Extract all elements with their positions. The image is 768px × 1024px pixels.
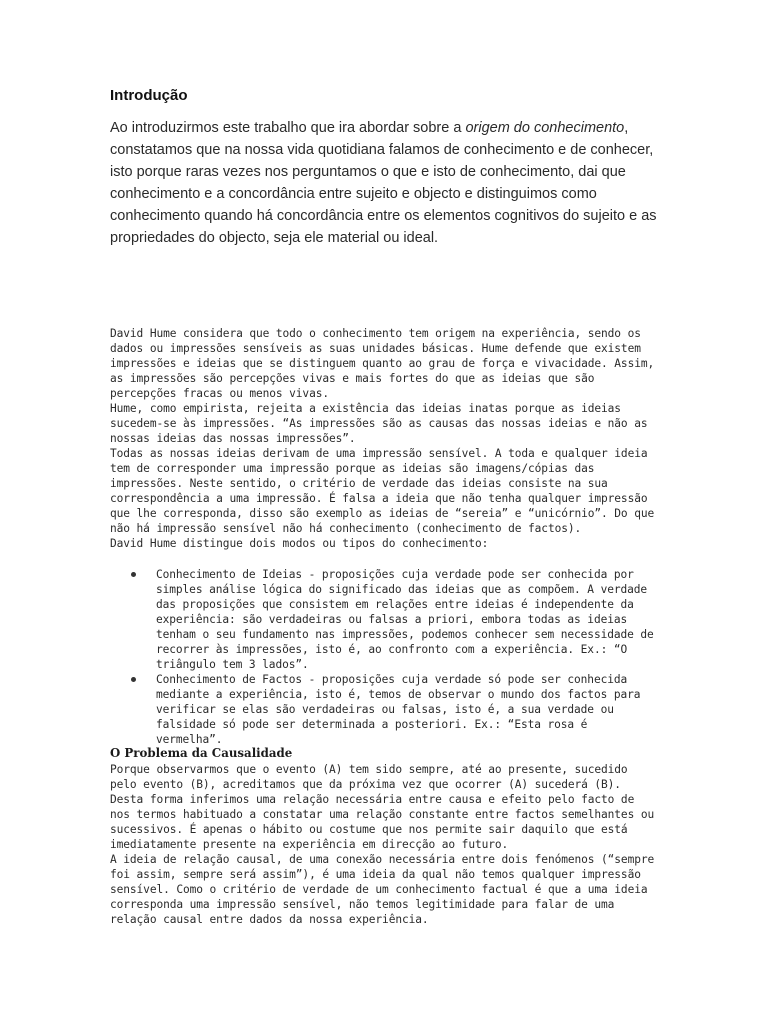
causality-paragraph: A ideia de relação causal, de uma conexão necessária entre dois fenómenos (“sempre foi assim, sempre será assim”), é uma ideia da qual não temos qualquer impressão sensível. Como o critério de verdade de um conhecimento factual é que a uma ideia corresponda uma impressão sensível, não temos legitimidade para falar de uma relação causal entre dados da nossa experiência. (110, 853, 655, 926)
hume-paragraph: David Hume considera que todo o conhecimento tem origem na experiência, sendo os dados ou impressões sensíveis as suas unidades básicas. Hume defende que existem impressões e ideias que se distinguem quanto ao grau de força e vivacidade. Assim, as impressões são percepções vivas e mais fortes do que as ideias que são percepções fracas ou menos vivas. (110, 327, 655, 400)
causality-paragraph: Desta forma inferimos uma relação necessária entre causa e efeito pelo facto de nos termos habituado a constatar uma relação constante entre factos semelhantes ou sucessivos. É apenas o hábito ou costume que nos permite sair daquilo que está imediatamente presente na experiência em direcção ao futuro. (110, 793, 655, 851)
list-item (110, 672, 660, 747)
intro-paragraph (110, 117, 660, 249)
causality-heading: O Problema da Causalidade (110, 746, 293, 760)
intro-heading: Introdução (110, 87, 188, 104)
list-item-text: Conhecimento de Ideias - proposições cuja verdade pode ser conhecida por simples análise lógica do significado das ideias que as compõem. A verdade das proposições que consistem em relações entre ideias é independente da experiência: são verdadeiras ou falsas a priori, embora todas as ideias tenham o seu fundamento nas impressões, podemos conhecer sem necessidade de recorrer às impressões, isto é, ao confronto com a experiência. Ex.: “O triângulo tem 3 lados”. (156, 568, 654, 671)
hume-paragraph: David Hume distingue dois modos ou tipos do conhecimento: (110, 537, 489, 550)
causality-paragraph: Porque observarmos que o evento (A) tem sido sempre, até ao presente, sucedido pelo evento (B), acreditamos que da próxima vez que ocorrer (A) sucederá (B). (110, 763, 628, 791)
bullet-icon (131, 572, 136, 577)
hume-section (110, 326, 660, 551)
intro-text-end: , constatamos que na nossa vida quotidiana falamos de conhecimento e de conhecer, isto porque raras vezes nos perguntamos o que e isto de conhecimento, dai que conhecimento e a concordância entre sujeito e objecto e distinguimos como conhecimento quando há concordância entre os elementos cognitivos do sujeito e as propriedades do objecto, seja ele material ou ideal. (110, 120, 657, 246)
bullet-icon (131, 677, 136, 682)
intro-text-start: Ao introduzirmos este trabalho que ira abordar sobre a (110, 120, 466, 136)
hume-paragraph: Todas as nossas ideias derivam de uma impressão sensível. A toda e qualquer ideia tem de corresponder uma impressão porque as ideias são imagens/cópias das impressões. Neste sentido, o critério de verdade das ideias consiste na sua correspondência a uma impressão. É falsa a ideia que não tenha qualquer impressão que lhe corresponda, disso são exemplo as ideias de “sereia” e “unicórnio”. Do que não há impressão sensível não há conhecimento (conhecimento de factos). (110, 447, 655, 535)
hume-paragraph: Hume, como empirista, rejeita a existência das ideias inatas porque as ideias sucedem-se às impressões. “As impressões são as causas das nossas ideias e não as nossas ideias das nossas impressões”. (110, 402, 648, 445)
list-item-text: Conhecimento de Factos - proposições cuja verdade só pode ser conhecida mediante a experiência, isto é, temos de observar o mundo dos factos para verificar se elas são verdadeiras ou falsas, isto é, a sua verdade ou falsidade só pode ser determinada a posteriori. Ex.: “Esta rosa é vermelha”. (156, 673, 641, 746)
list-item (110, 567, 660, 672)
causality-section (110, 762, 660, 927)
knowledge-types-list (110, 567, 660, 747)
intro-text-italic: origem do conhecimento (465, 120, 625, 136)
